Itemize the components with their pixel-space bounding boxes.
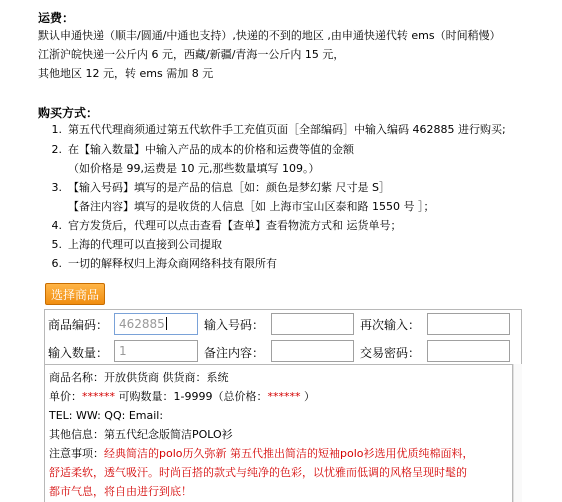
- notes-line-2: 舒适柔软，透气吸汗。时尚百搭的款式与纯净的色彩，以忧雅而低调的风格呈现时髦的: [49, 466, 467, 479]
- reenter-label: 再次输入：: [360, 318, 421, 332]
- shipping-line-3: 其他地区 12 元，转 ems 需加 8 元: [38, 67, 214, 80]
- total-price-value: ******: [267, 390, 301, 403]
- item-text: （如价格是 99,运费是 10 元,那些数量填写 109。）: [68, 162, 320, 175]
- shipping-heading: 运费：: [38, 11, 75, 25]
- product-code-value: 462885: [119, 317, 165, 331]
- item-number: 6.: [51, 257, 62, 270]
- item-number: 3.: [51, 181, 62, 194]
- purchase-item-4: [44, 219, 402, 233]
- item-number: 4.: [51, 219, 62, 232]
- product-name-line: 商品名称：开放供货商 供货商：系统: [49, 371, 229, 384]
- item-text: 第五代代理商须通过第五代软件手工充值页面［全部编码］中输入编码 462885 进行购买;: [68, 123, 506, 136]
- price-line: [49, 387, 508, 406]
- purchase-item-3-note: [44, 200, 434, 214]
- price-label: 单价：: [49, 390, 82, 403]
- input-number-field[interactable]: [271, 313, 354, 335]
- product-info-panel: [44, 364, 513, 502]
- purchase-item-2: [44, 143, 354, 157]
- product-code-input[interactable]: [114, 313, 198, 335]
- purchase-item-2-note: [44, 162, 319, 176]
- quantity-range: 可购数量：1-9999（总价格：: [115, 390, 268, 403]
- purchase-item-1: [44, 123, 506, 137]
- notes-text-1: 经典简洁的polo历久弥新 第五代推出简洁的短袖polo衫选用优质纯棉面料，: [104, 447, 474, 460]
- quantity-label: 输入数量：: [48, 346, 109, 360]
- trade-password-field[interactable]: [427, 340, 510, 362]
- item-number: 1.: [51, 123, 62, 136]
- shipping-line-1: 默认申通快递（顺丰/圆通/中通也支持）,快递的不到的地区 ,由申通快递代转 ems（时间稍慢）: [38, 29, 501, 42]
- item-text: 【输入号码】填写的是产品的信息［如：颜色是梦幻紫 尺寸是 S］: [68, 181, 390, 194]
- quantity-close: ）: [300, 390, 315, 403]
- other-info-line: 其他信息：第五代纪念版简洁POLO衫: [49, 428, 233, 441]
- purchase-item-3: [44, 181, 390, 195]
- remarks-label: 备注内容：: [204, 346, 265, 360]
- remarks-field[interactable]: [271, 340, 354, 362]
- quantity-input[interactable]: 1: [114, 340, 198, 362]
- notes-line-1: [49, 444, 508, 463]
- trade-password-label: 交易密码：: [360, 346, 421, 360]
- notes-label: 注意事项：: [49, 447, 104, 460]
- price-value: ******: [82, 390, 115, 403]
- purchase-item-6: [44, 257, 277, 271]
- shipping-line-2: 江浙沪皖快递一公斤内 6 元，西藏/新疆/青海一公斤内 15 元，: [38, 48, 345, 61]
- item-number: 2.: [51, 143, 62, 156]
- item-text: 官方发货后，代理可以点击查看【查单】查看物流方式和 运货单号；: [68, 219, 402, 232]
- product-code-label: 商品编码：: [48, 318, 109, 332]
- item-text: 一切的解释权归上海众商网络科技有限所有: [68, 257, 277, 270]
- select-product-button[interactable]: 选择商品: [45, 283, 105, 305]
- input-number-label: 输入号码：: [204, 318, 265, 332]
- notes-line-3: 都市气息，将自由进行到底！: [49, 485, 192, 498]
- reenter-field[interactable]: [427, 313, 510, 335]
- purchase-heading: 购买方式：: [38, 106, 99, 120]
- item-text: 【备注内容】填写的是收货的人信息［如 上海市宝山区泰和路 1550 号 ］；: [68, 200, 435, 213]
- info-scrollbar[interactable]: [513, 364, 522, 502]
- contact-line: TEL: WW: QQ: Email:: [49, 409, 164, 422]
- purchase-item-5: [44, 238, 222, 252]
- item-text: 上海的代理可以直接到公司提取: [68, 238, 222, 251]
- item-number: 5.: [51, 238, 62, 251]
- text-caret: [166, 317, 167, 330]
- item-text: 在【输入数量】中输入产品的成本的价格和运费等值的金额: [68, 143, 354, 156]
